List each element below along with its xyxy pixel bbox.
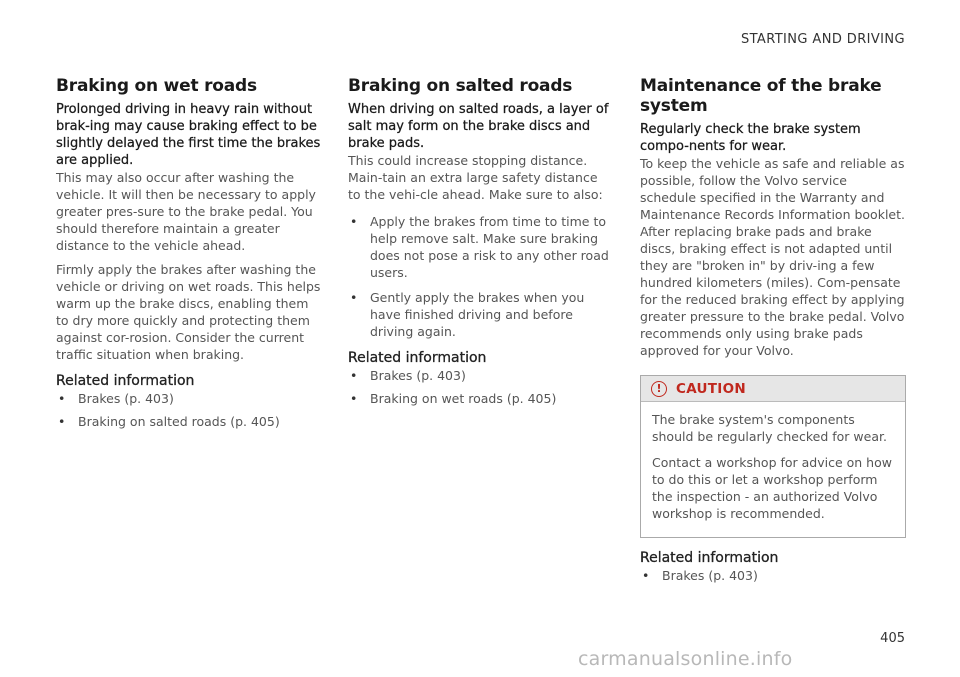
bullet-icon: • <box>642 568 650 583</box>
instruction-list <box>348 213 614 340</box>
related-link-brakes[interactable] <box>56 390 322 407</box>
caution-title: CAUTION <box>676 380 747 397</box>
related-link-label: Braking on wet roads (p. 405) <box>370 391 557 406</box>
warning-icon: ! <box>651 381 667 397</box>
related-list <box>56 390 322 430</box>
body-paragraph: Firmly apply the brakes after washing the vehicle or driving on wet roads. This helps warm up the brake discs, enabling them to dry more quickly and protecting them against cor-rosion. Consider the current traffic situation when braking. <box>56 262 321 362</box>
related-link-brakes[interactable] <box>348 367 614 384</box>
related-link-brakes[interactable] <box>640 567 906 584</box>
bullet-icon: • <box>350 368 358 383</box>
related-link-salted-roads[interactable] <box>56 413 322 430</box>
body-paragraph: This could increase stopping distance. Main-tain an extra large safety distance to the vehi-cle ahead. Make sure to also: <box>348 153 603 202</box>
related-heading: Related information <box>348 350 487 366</box>
section-brake-maintenance <box>640 76 906 590</box>
lead-paragraph: When driving on salted roads, a layer of salt may form on the brake discs and brake pads. <box>348 102 609 151</box>
section-braking-wet-roads <box>56 76 322 436</box>
section-title: Maintenance of the brake system <box>640 76 882 116</box>
related-list <box>348 367 614 407</box>
related-heading: Related information <box>640 550 779 566</box>
related-link-wet-roads[interactable] <box>348 390 614 407</box>
bullet-icon: • <box>350 290 358 305</box>
bullet-icon: • <box>58 391 66 406</box>
watermark: carmanualsonline.info <box>578 648 793 670</box>
list-item <box>348 213 614 281</box>
body-paragraph: To keep the vehicle as safe and reliable as possible, follow the Volvo service schedule specified in the Warranty and Maintenance Records Information booklet. After replacing brake pads and brake discs, braking effect is not adapted until they are "broken in" by driv-ing a few hundred kilometers (miles). Com-pensate for the reduced braking effect by applying greater pressure to the brake pedal. Volvo recommends only using brake pads approved for your Volvo. <box>640 156 905 358</box>
related-link-label: Brakes (p. 403) <box>370 368 466 383</box>
caution-header <box>641 376 905 402</box>
bullet-icon: • <box>350 391 358 406</box>
related-link-label: Brakes (p. 403) <box>662 568 758 583</box>
bullet-icon: • <box>350 214 358 229</box>
running-header: STARTING AND DRIVING <box>740 32 905 47</box>
caution-paragraph: Contact a workshop for advice on how to do this or let a workshop perform the inspection - an authorized Volvo workshop is recommended. <box>652 455 892 521</box>
list-item-text: Gently apply the brakes when you have finished driving and before driving again. <box>370 290 585 339</box>
caution-body <box>641 402 905 537</box>
list-item <box>348 289 614 340</box>
caution-paragraph: The brake system's components should be regularly checked for wear. <box>652 412 887 444</box>
page-number: 405 <box>880 631 905 646</box>
list-item-text: Apply the brakes from time to time to help remove salt. Make sure braking does not pose a risk to any other road users. <box>370 214 609 280</box>
caution-box <box>640 375 906 538</box>
body-paragraph: This may also occur after washing the vehicle. It will then be necessary to apply greater pres-sure to the brake pedal. You should therefore maintain a greater distance to the vehicle ahead. <box>56 170 316 253</box>
related-heading: Related information <box>56 373 195 389</box>
lead-paragraph: Regularly check the brake system compo-nents for wear. <box>640 122 861 154</box>
section-title: Braking on salted roads <box>348 76 573 96</box>
related-list <box>640 567 906 584</box>
lead-paragraph: Prolonged driving in heavy rain without brak-ing may cause braking effect to be slightly delayed the first time the brakes are applied. <box>56 102 321 168</box>
bullet-icon: • <box>58 414 66 429</box>
related-link-label: Brakes (p. 403) <box>78 391 174 406</box>
section-title: Braking on wet roads <box>56 76 257 96</box>
section-braking-salted-roads <box>348 76 614 413</box>
related-link-label: Braking on salted roads (p. 405) <box>78 414 280 429</box>
